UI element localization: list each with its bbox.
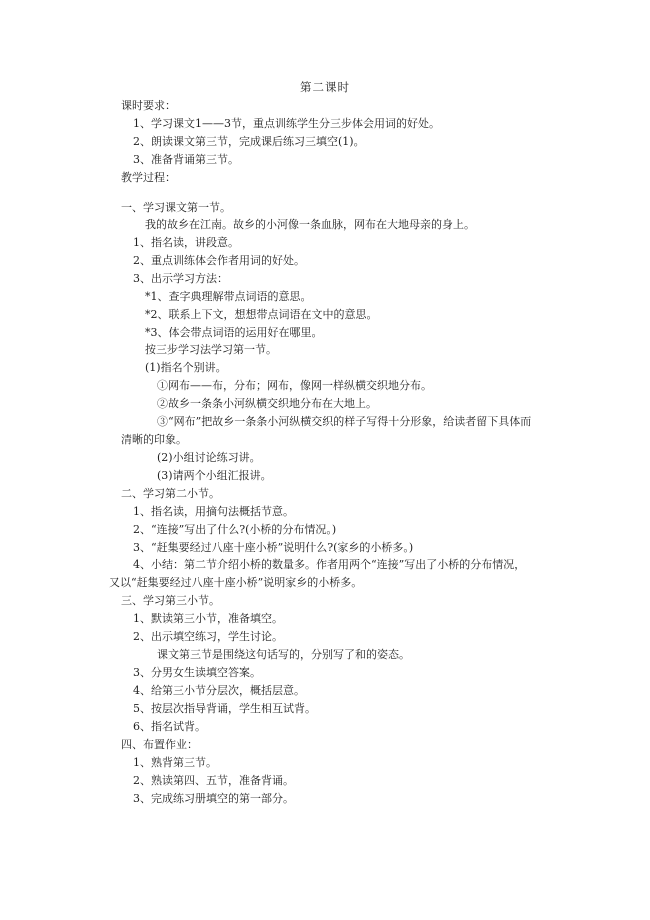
text-line: *1、查字典理解带点词语的意思。 xyxy=(145,290,312,303)
text-line: 课文第三节是围绕这句话写的，分别写了和的姿态。 xyxy=(157,648,410,661)
text-line: (2)小组讨论练习讲。 xyxy=(157,451,261,464)
text-line: 四、布置作业： xyxy=(121,738,198,751)
text-line: *2、联系上下文，想想带点词语在文中的意思。 xyxy=(145,308,378,321)
text-line: 4、给第三小节分层次，概括层意。 xyxy=(133,684,305,697)
text-line: (3)请两个小组汇报讲。 xyxy=(157,469,272,482)
text-line: ①网布——布，分布；网布，像网一样纵横交织地分布。 xyxy=(157,379,432,392)
page-title: 第二课时 xyxy=(300,80,350,94)
text-line: 6、指名试背。 xyxy=(133,720,206,733)
text-line: 1、指名读，用摘句法概括节意。 xyxy=(133,505,294,518)
text-line: 1、学习课文1——3节，重点训练学生分三步体会用词的好处。 xyxy=(133,117,440,130)
text-line: 课时要求： xyxy=(121,99,176,112)
text-line: ③“网布”把故乡一条条小河纵横交织的样子写得十分形象，给读者留下具体而 xyxy=(157,415,532,428)
text-line: 我的故乡在江南。故乡的小河像一条血脉，网布在大地母亲的身上。 xyxy=(145,218,475,231)
text-line: 2、出示填空练习，学生讨论。 xyxy=(133,630,283,643)
text-line: 5、按层次指导背诵，学生相互试背。 xyxy=(133,702,316,715)
text-line: 又以“赶集要经过八座十座小桥”说明家乡的小桥多。 xyxy=(109,576,363,589)
text-line: 按三步学习法学习第一节。 xyxy=(145,343,277,356)
text-line: 一、学习课文第一节。 xyxy=(121,201,231,214)
text-line: 3、“赶集要经过八座十座小桥”说明什么?(家乡的小桥多。) xyxy=(133,541,414,554)
text-line: 4、小结：第二节介绍小桥的数量多。作者用两个“连接”写出了小桥的分布情况， xyxy=(133,558,526,571)
text-line: 三、学习第三小节。 xyxy=(121,594,220,607)
text-line: 3、完成练习册填空的第一部分。 xyxy=(133,792,294,805)
text-line: 2、熟读第四、五节，准备背诵。 xyxy=(133,774,294,787)
text-line: 2、“连接”写出了什么?(小桥的分布情况。) xyxy=(133,523,337,536)
text-line: 3、分男女生读填空答案。 xyxy=(133,666,261,679)
text-line: ②故乡一条条小河纵横交织地分布在大地上。 xyxy=(157,397,377,410)
text-line: 2、重点训练体会作者用词的好处。 xyxy=(133,254,305,267)
text-line: 3、准备背诵第三节。 xyxy=(133,153,239,166)
text-line: 1、熟背第三节。 xyxy=(133,756,217,769)
text-line: 教学过程： xyxy=(121,171,176,184)
text-line: *3、体会带点词语的运用好在哪里。 xyxy=(145,326,323,339)
text-line: 清晰的印象。 xyxy=(121,433,187,446)
text-line: 1、指名读，讲段意。 xyxy=(133,236,239,249)
text-line: 1、默读第三小节，准备填空。 xyxy=(133,612,283,625)
text-line: 3、出示学习方法： xyxy=(133,272,228,285)
text-line: 2、朗读课文第三节，完成课后练习三填空(1)。 xyxy=(133,135,365,148)
text-line: 二、学习第二小节。 xyxy=(121,487,220,500)
text-line: (1)指名个别讲。 xyxy=(145,361,227,374)
